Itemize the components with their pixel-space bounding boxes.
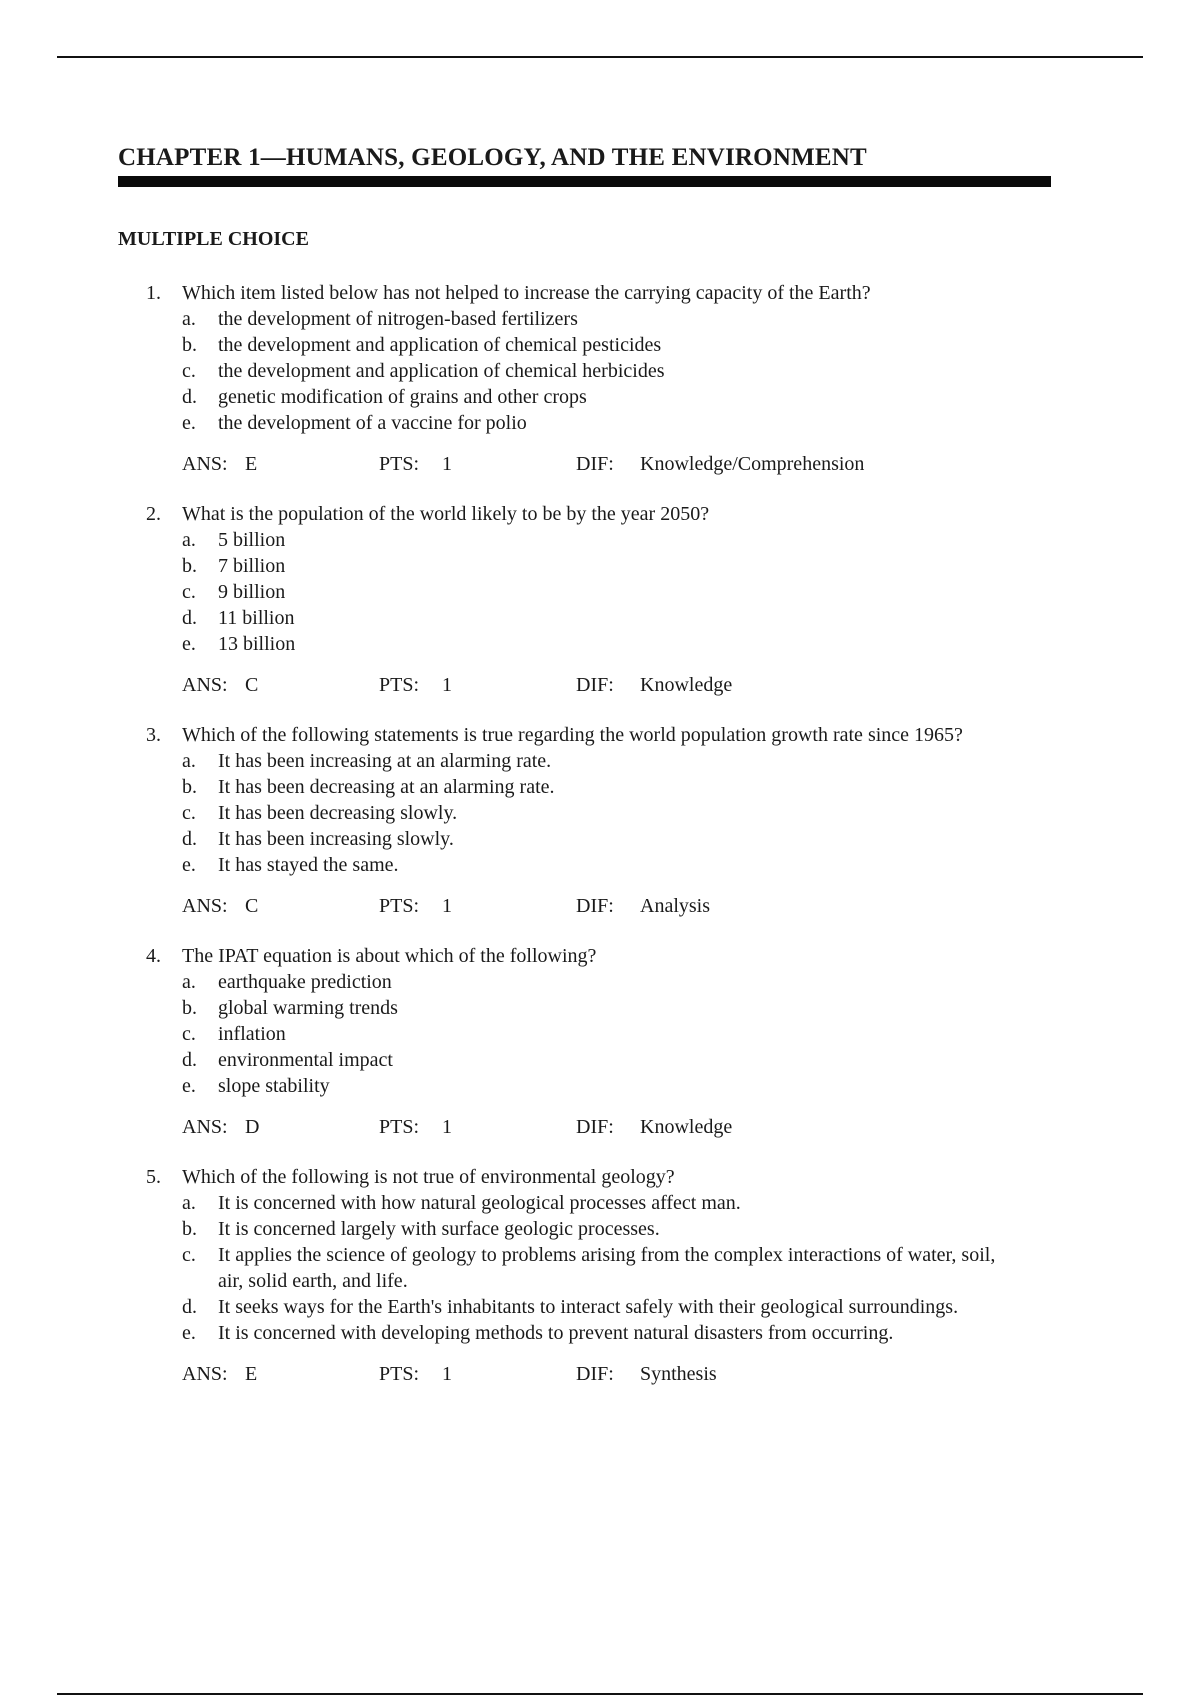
option-letter: a. — [182, 529, 196, 551]
option-text: It has been increasing slowly. — [218, 828, 454, 850]
option-letter: c. — [182, 1244, 196, 1266]
option-text: 9 billion — [218, 581, 286, 603]
ans-value: C — [245, 674, 259, 696]
question-text: Which of the following is not true of environmental geology? — [182, 1166, 675, 1188]
option-letter: e. — [182, 1322, 196, 1344]
answer-option — [0, 1190, 1200, 1216]
option-text: 13 billion — [218, 633, 296, 655]
answer-meta — [0, 1361, 1200, 1387]
question-number: 2. — [146, 503, 161, 525]
answer-option — [0, 358, 1200, 384]
question-text: What is the population of the world likely to be by the year 2050? — [182, 503, 710, 525]
answer-options — [0, 748, 1200, 878]
option-text: It applies the science of geology to problems arising from the complex interactions of water, soil, air, solid earth, and life. — [218, 1244, 996, 1292]
option-text: It seeks ways for the Earth's inhabitants to interact safely with their geological surroundings. — [218, 1296, 959, 1318]
dif-value: Analysis — [640, 895, 710, 917]
chapter-title: CHAPTER 1—HUMANS, GEOLOGY, AND THE ENVIRONMENT — [118, 144, 867, 171]
answer-meta — [0, 893, 1200, 919]
dif-label: DIF: — [576, 1363, 614, 1385]
question-text: The IPAT equation is about which of the following? — [182, 945, 597, 967]
answer-option — [0, 748, 1200, 774]
pts-value: 1 — [442, 1363, 452, 1385]
option-letter: d. — [182, 386, 197, 408]
answer-options — [0, 306, 1200, 436]
answer-options — [0, 969, 1200, 1099]
option-letter: a. — [182, 750, 196, 772]
option-letter: e. — [182, 1075, 196, 1097]
answer-option — [0, 1073, 1200, 1099]
question-number: 1. — [146, 282, 161, 304]
question — [0, 280, 1200, 477]
answer-option — [0, 579, 1200, 605]
option-text: 7 billion — [218, 555, 286, 577]
answer-option — [0, 306, 1200, 332]
option-letter: b. — [182, 776, 197, 798]
option-text: slope stability — [218, 1075, 330, 1097]
answer-meta — [0, 672, 1200, 698]
answer-option — [0, 1021, 1200, 1047]
answer-option — [0, 852, 1200, 878]
option-letter: c. — [182, 581, 196, 603]
answer-option — [0, 800, 1200, 826]
pts-label: PTS: — [379, 674, 420, 696]
ans-label: ANS: — [182, 453, 228, 475]
answer-option — [0, 332, 1200, 358]
pts-label: PTS: — [379, 1116, 420, 1138]
option-text: It has been decreasing slowly. — [218, 802, 458, 824]
answer-options — [0, 527, 1200, 657]
question-text: Which item listed below has not helped to increase the carrying capacity of the Earth? — [182, 282, 871, 304]
answer-option — [0, 826, 1200, 852]
question — [0, 501, 1200, 698]
question-number: 3. — [146, 724, 161, 746]
question — [0, 1164, 1200, 1387]
pts-label: PTS: — [379, 1363, 420, 1385]
option-text: 11 billion — [218, 607, 295, 629]
option-letter: d. — [182, 1296, 197, 1318]
option-text: earthquake prediction — [218, 971, 392, 993]
answer-meta — [0, 1114, 1200, 1140]
pts-label: PTS: — [379, 895, 420, 917]
question — [0, 722, 1200, 919]
option-text: It is concerned with developing methods to prevent natural disasters from occurring. — [218, 1322, 894, 1344]
dif-label: DIF: — [576, 453, 614, 475]
pts-value: 1 — [442, 453, 452, 475]
ans-label: ANS: — [182, 1116, 228, 1138]
answer-option — [0, 384, 1200, 410]
answer-option — [0, 527, 1200, 553]
option-text: It has stayed the same. — [218, 854, 399, 876]
option-text: It has been increasing at an alarming rate. — [218, 750, 552, 772]
answer-option — [0, 1242, 1200, 1294]
answer-option — [0, 969, 1200, 995]
question — [0, 943, 1200, 1140]
answer-options — [0, 1190, 1200, 1346]
option-text: It is concerned with how natural geological processes affect man. — [218, 1192, 741, 1214]
option-text: environmental impact — [218, 1049, 393, 1071]
dif-value: Knowledge — [640, 674, 733, 696]
answer-option — [0, 605, 1200, 631]
dif-value: Synthesis — [640, 1363, 717, 1385]
ans-value: C — [245, 895, 259, 917]
pts-value: 1 — [442, 895, 452, 917]
pts-label: PTS: — [379, 453, 420, 475]
option-letter: a. — [182, 1192, 196, 1214]
ans-label: ANS: — [182, 674, 228, 696]
question-stem — [0, 943, 1200, 969]
answer-option — [0, 410, 1200, 436]
ans-label: ANS: — [182, 1363, 228, 1385]
ans-value: D — [245, 1116, 260, 1138]
question-stem — [0, 280, 1200, 306]
ans-value: E — [245, 1363, 258, 1385]
dif-label: DIF: — [576, 1116, 614, 1138]
answer-option — [0, 1294, 1200, 1320]
answer-option — [0, 1047, 1200, 1073]
question-text: Which of the following statements is true regarding the world population growth rate since 1965? — [182, 724, 963, 746]
answer-option — [0, 995, 1200, 1021]
option-letter: a. — [182, 308, 196, 330]
dif-label: DIF: — [576, 895, 614, 917]
option-text: global warming trends — [218, 997, 398, 1019]
option-text: It has been decreasing at an alarming rate. — [218, 776, 555, 798]
answer-option — [0, 553, 1200, 579]
question-stem — [0, 722, 1200, 748]
option-letter: b. — [182, 334, 197, 356]
question-stem — [0, 501, 1200, 527]
page-top-rule — [57, 56, 1143, 58]
option-letter: e. — [182, 854, 196, 876]
section-heading: MULTIPLE CHOICE — [118, 228, 309, 250]
option-letter: b. — [182, 555, 197, 577]
option-text: genetic modification of grains and other crops — [218, 386, 587, 408]
option-letter: c. — [182, 360, 196, 382]
option-text: It is concerned largely with surface geologic processes. — [218, 1218, 660, 1240]
answer-option — [0, 774, 1200, 800]
page-bottom-rule — [57, 1693, 1143, 1695]
option-text: the development of a vaccine for polio — [218, 412, 527, 434]
option-letter: e. — [182, 633, 196, 655]
dif-label: DIF: — [576, 674, 614, 696]
option-text: the development and application of chemical pesticides — [218, 334, 662, 356]
question-number: 4. — [146, 945, 161, 967]
answer-option — [0, 1216, 1200, 1242]
option-letter: b. — [182, 1218, 197, 1240]
option-letter: a. — [182, 971, 196, 993]
pts-value: 1 — [442, 1116, 452, 1138]
option-text: 5 billion — [218, 529, 286, 551]
option-text: inflation — [218, 1023, 286, 1045]
option-letter: e. — [182, 412, 196, 434]
option-letter: b. — [182, 997, 197, 1019]
question-number: 5. — [146, 1166, 161, 1188]
ans-value: E — [245, 453, 258, 475]
pts-value: 1 — [442, 674, 452, 696]
option-letter: d. — [182, 607, 197, 629]
ans-label: ANS: — [182, 895, 228, 917]
option-text: the development of nitrogen-based fertilizers — [218, 308, 578, 330]
question-stem — [0, 1164, 1200, 1190]
option-letter: d. — [182, 828, 197, 850]
chapter-title-underline — [118, 176, 1051, 187]
option-letter: d. — [182, 1049, 197, 1071]
option-text: the development and application of chemical herbicides — [218, 360, 665, 382]
answer-meta — [0, 451, 1200, 477]
dif-value: Knowledge — [640, 1116, 733, 1138]
option-letter: c. — [182, 802, 196, 824]
question-list — [0, 280, 1200, 1411]
answer-option — [0, 631, 1200, 657]
dif-value: Knowledge/Comprehension — [640, 453, 865, 475]
option-letter: c. — [182, 1023, 196, 1045]
answer-option — [0, 1320, 1200, 1346]
